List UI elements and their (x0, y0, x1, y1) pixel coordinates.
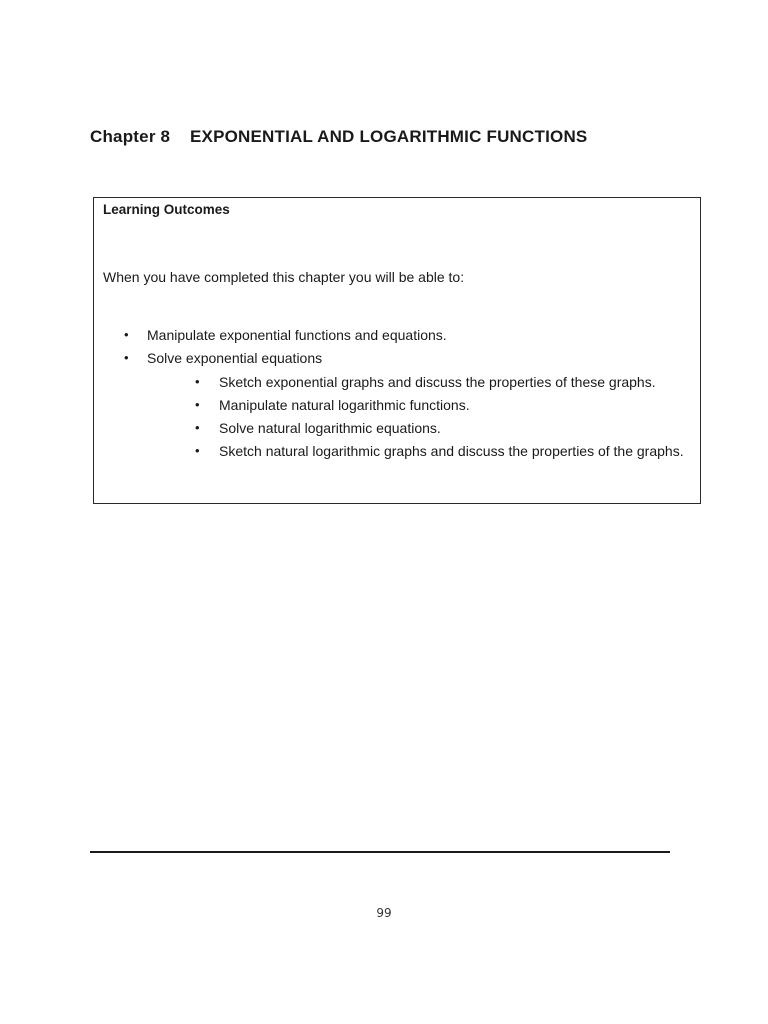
chapter-heading (90, 127, 587, 147)
outcome-subitem-text: Sketch natural logarithmic graphs and discuss the properties of the graphs. (219, 443, 684, 459)
learning-outcomes-heading: Learning Outcomes (103, 202, 230, 217)
chapter-title: EXPONENTIAL AND LOGARITHMIC FUNCTIONS (190, 127, 588, 146)
outcome-subitem (195, 374, 656, 390)
chapter-number: Chapter 8 (90, 127, 171, 146)
outcome-item-text: Solve exponential equations (147, 350, 323, 366)
bullet-icon: • (124, 327, 129, 342)
outcome-item (124, 350, 323, 366)
outcome-subitem (195, 420, 441, 436)
outcome-subitem-text: Manipulate natural logarithmic functions. (219, 397, 470, 413)
outcome-item (124, 327, 447, 343)
bullet-icon: • (195, 420, 200, 435)
outcome-item-text: Manipulate exponential functions and equations. (147, 327, 447, 343)
learning-outcomes-intro: When you have completed this chapter you will be able to: (103, 269, 465, 285)
outcome-subitem-text: Sketch exponential graphs and discuss the properties of these graphs. (219, 374, 656, 390)
bullet-icon: • (124, 350, 129, 365)
outcome-subitem (195, 397, 470, 413)
outcome-subitem-text: Solve natural logarithmic equations. (219, 420, 441, 436)
bullet-icon: • (195, 374, 200, 389)
page-number: 99 (376, 906, 392, 920)
outcome-subitem (195, 443, 684, 459)
learning-outcomes-box (93, 197, 701, 504)
bullet-icon: • (195, 397, 200, 412)
bullet-icon: • (195, 443, 200, 458)
footer-divider (90, 851, 670, 853)
